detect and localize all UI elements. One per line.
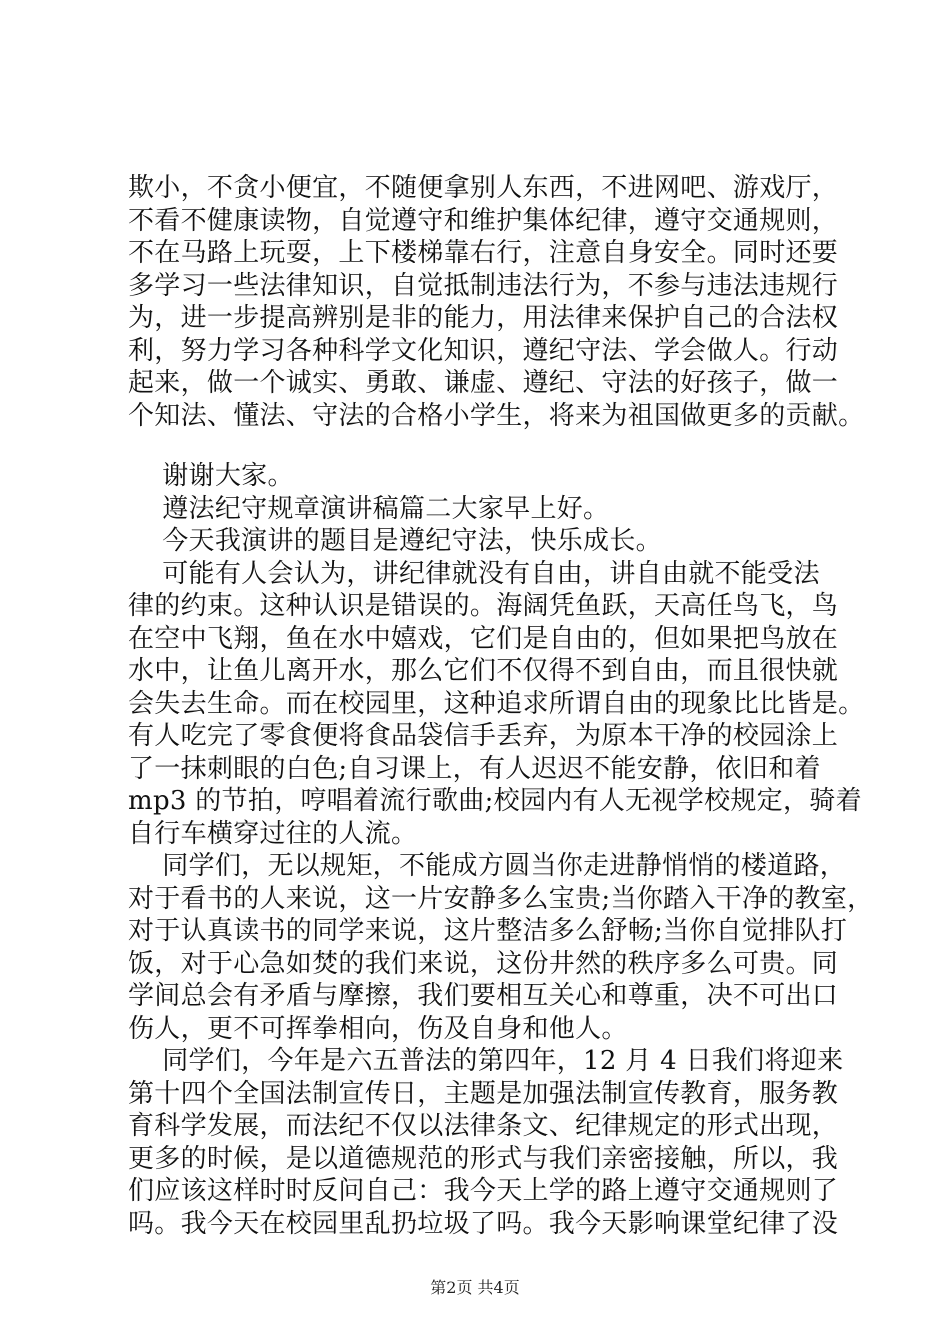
- text-line: 伤人，更不可挥拳相向，伤及自身和他人。: [128, 1013, 628, 1044]
- text-line: 可能有人会认为，讲纪律就没有自由，讲自由就不能受法: [128, 558, 820, 589]
- text-line: 利，努力学习各种科学文化知识，遵纪守法、学会做人。行动: [128, 335, 839, 366]
- text-line: 欺小，不贪小便宜，不随便拿别人东西，不进网吧、游戏厅，: [128, 173, 839, 203]
- text-line: mp3 的节拍，哼唱着流行歌曲;校园内有人无视学校规定，骑着: [128, 786, 862, 816]
- text-line: 学间总会有矛盾与摩擦，我们要相互关心和尊重，决不可出口: [128, 981, 839, 1011]
- text-line: 多学习一些法律知识，自觉抵制违法行为，不参与违法违规行: [128, 270, 839, 301]
- text-line: 们应该这样时时反问自己：我今天上学的路上遵守交通规则了: [128, 1176, 839, 1206]
- text-line: 不看不健康读物，自觉遵守和维护集体纪律，遵守交通规则，: [128, 205, 839, 236]
- body-text: [128, 172, 874, 1240]
- text-line: 律的约束。这种认识是错误的。海阔凭鱼跃，天高任鸟飞，鸟: [128, 591, 839, 621]
- text-line: 在空中飞翔，鱼在水中嬉戏，它们是自由的，但如果把鸟放在: [128, 623, 839, 654]
- text-line: 了一抹刺眼的白色;自习课上，有人迟迟不能安静，依旧和着: [128, 753, 821, 784]
- text-line: 有人吃完了零食便将食品袋信手丢弃，为原本干净的校园涂上: [128, 721, 839, 751]
- paragraph-gap: [128, 432, 858, 460]
- text-line: 吗。我今天在校园里乱扔垃圾了吗。我今天影响课堂纪律了没: [128, 1208, 839, 1239]
- paragraph-block-speech: [128, 460, 874, 1240]
- text-line: 饭，对于心急如焚的我们来说，这份井然的秩序多么可贵。同: [128, 948, 839, 979]
- text-line: 个知法、懂法、守法的合格小学生，将来为祖国做更多的贡献。: [128, 400, 865, 431]
- text-line: 第十四个全国法制宣传日，主题是加强法制宣传教育，服务教: [128, 1078, 839, 1109]
- text-line: 同学们，今年是六五普法的第四年，12 月 4 日我们将迎来: [128, 1046, 844, 1076]
- text-line: 对于认真读书的同学来说，这片整洁多么舒畅;当你自觉排队打: [128, 916, 848, 946]
- text-line: 水中，让鱼儿离开水，那么它们不仅得不到自由，而且很快就: [128, 656, 839, 686]
- text-line: 谢谢大家。: [128, 461, 294, 491]
- text-line: 对于看书的人来说，这一片安静多么宝贵;当你踏入干净的教室，: [128, 883, 874, 914]
- page-footer: 第2页 共4页: [430, 1278, 520, 1297]
- text-line: 为，进一步提高辨别是非的能力，用法律来保护自己的合法权: [128, 303, 839, 333]
- text-line: 自行车横穿过往的人流。: [128, 818, 418, 849]
- text-line: 不在马路上玩耍，上下楼梯靠右行，注意自身安全。同时还要: [128, 238, 839, 268]
- text-line: 今天我演讲的题目是遵纪守法，快乐成长。: [128, 526, 662, 556]
- text-line: 起来，做一个诚实、勇敢、谦虚、遵纪、守法的好孩子，做一: [128, 368, 839, 398]
- text-line: 遵法纪守规章演讲稿篇二大家早上好。: [128, 493, 610, 524]
- text-line: 同学们，无以规矩，不能成方圆当你走进静悄悄的楼道路，: [128, 851, 847, 881]
- text-line: 更多的时候，是以道德规范的形式与我们亲密接触，所以，我: [128, 1143, 839, 1174]
- text-line: 会失去生命。而在校园里，这种追求所谓自由的现象比比皆是。: [128, 688, 865, 719]
- paragraph-block-continued: [128, 172, 865, 432]
- text-line: 育科学发展，而法纪不仅以法律条文、纪律规定的形式出现，: [128, 1111, 839, 1141]
